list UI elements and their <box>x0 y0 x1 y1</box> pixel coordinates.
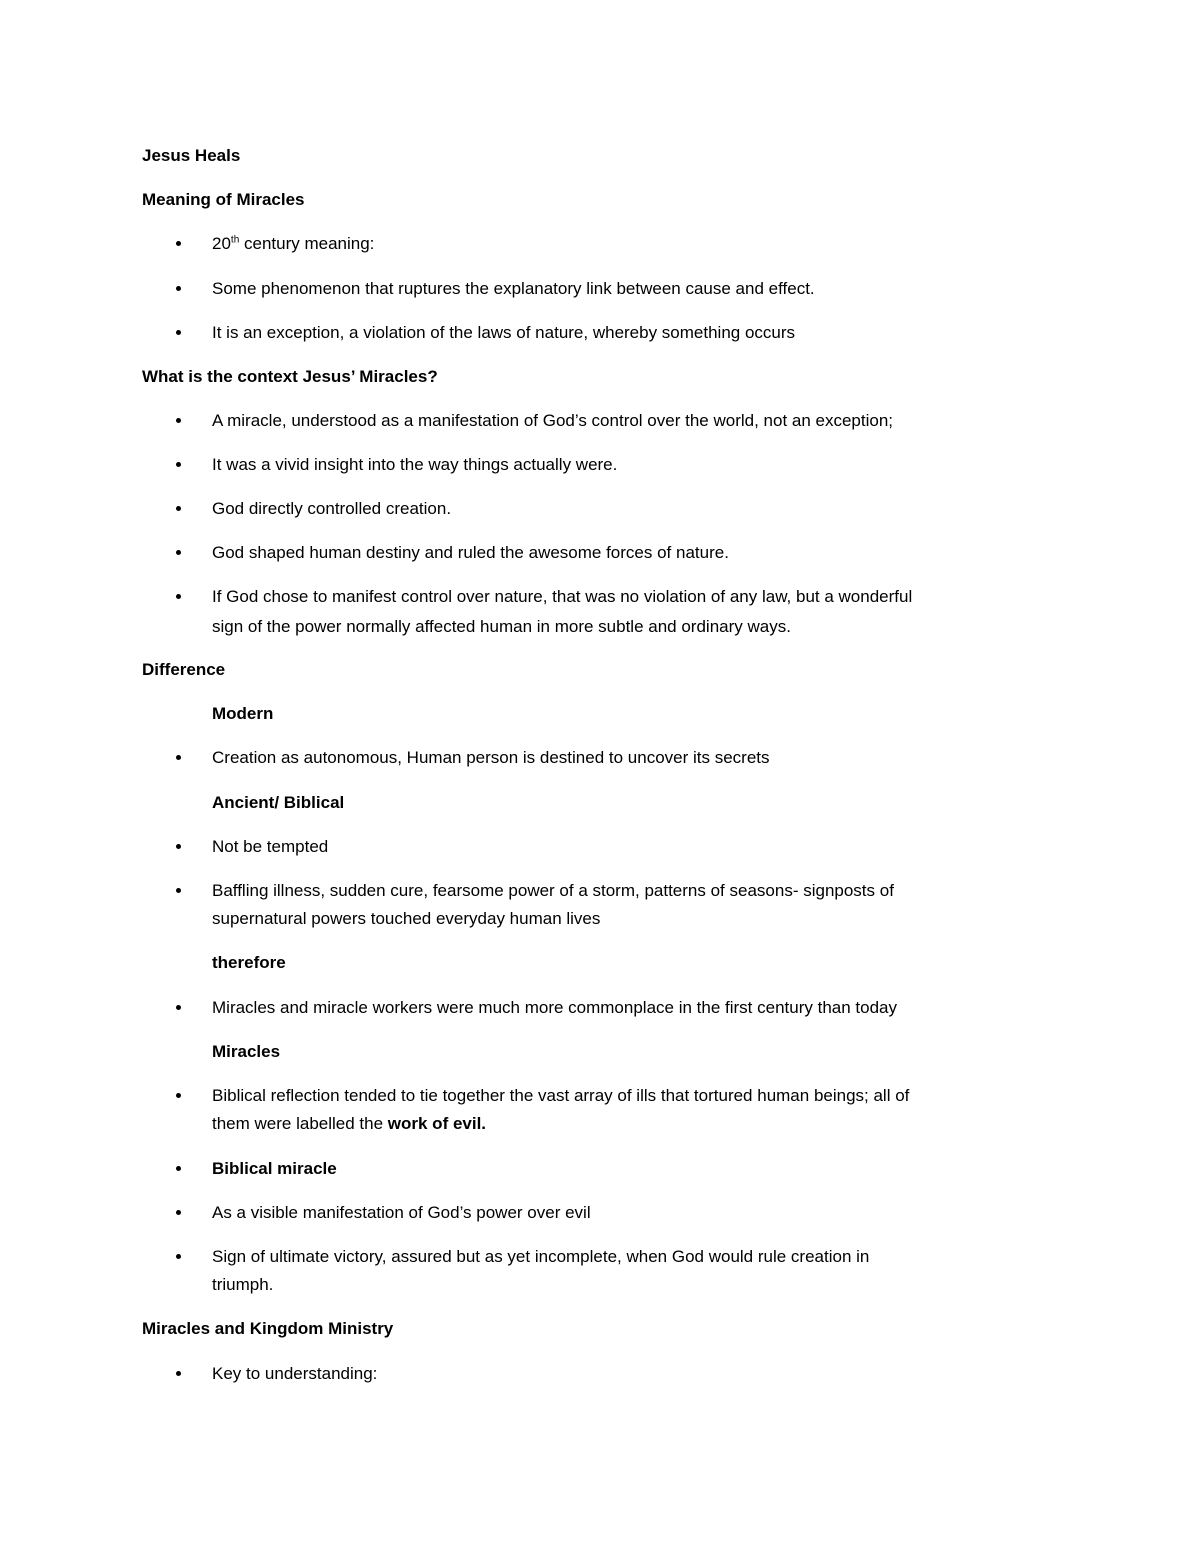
bullet-icon <box>176 418 181 423</box>
list-item-text: It was a vivid insight into the way things actually were. <box>212 455 618 474</box>
list-item-text: Key to understanding: <box>212 1364 378 1383</box>
list-item-text: Biblical reflection tended to tie together the vast array of ills that tortured human beings; all of <box>212 1086 910 1105</box>
document-title: Jesus Heals <box>142 146 241 165</box>
list-item-text: Biblical miracle <box>212 1159 337 1178</box>
subheading-ancient-biblical: Ancient/ Biblical <box>212 793 345 812</box>
bullet-icon <box>176 550 181 555</box>
bullet-icon <box>176 1093 181 1098</box>
bullet-icon <box>176 1254 181 1259</box>
bullet-icon <box>176 1371 181 1376</box>
list-item-text: them were labelled the work of evil. <box>212 1114 487 1133</box>
list-item-text: Creation as autonomous, Human person is destined to uncover its secrets <box>212 748 770 767</box>
bullet-icon <box>176 462 181 467</box>
list-item-text: God directly controlled creation. <box>212 499 452 518</box>
list-item-text: As a visible manifestation of God’s power over evil <box>212 1203 591 1222</box>
list-item-text: God shaped human destiny and ruled the awesome forces of nature. <box>212 543 729 562</box>
list-item-text: supernatural powers touched everyday human lives <box>212 909 601 928</box>
emphasis-text: work of evil. <box>387 1114 487 1133</box>
bullet-icon <box>176 330 181 335</box>
list-item-text: Some phenomenon that ruptures the explanatory link between cause and effect. <box>212 279 815 298</box>
bullet-icon <box>176 844 181 849</box>
section-heading-context: What is the context Jesus’ Miracles? <box>142 367 438 386</box>
section-heading-kingdom: Miracles and Kingdom Ministry <box>142 1319 394 1338</box>
subheading-therefore: therefore <box>212 953 286 972</box>
document-page <box>142 0 1062 1553</box>
section-heading-difference: Difference <box>142 660 226 679</box>
list-item-text: triumph. <box>212 1275 274 1294</box>
list-item-text: A miracle, understood as a manifestation of God’s control over the world, not an exception; <box>212 411 894 430</box>
bullet-icon <box>176 241 181 246</box>
bullet-icon <box>176 755 181 760</box>
bullet-icon <box>176 1166 181 1171</box>
bullet-icon <box>176 1210 181 1215</box>
list-item-text: Sign of ultimate victory, assured but as yet incomplete, when God would rule creation in <box>212 1247 870 1266</box>
bullet-icon <box>176 888 181 893</box>
bullet-icon <box>176 1005 181 1010</box>
subheading-miracles: Miracles <box>212 1042 281 1061</box>
subheading-modern: Modern <box>212 704 274 723</box>
list-item-text: Baffling illness, sudden cure, fearsome power of a storm, patterns of seasons- signposts of <box>212 881 894 900</box>
bullet-icon <box>176 594 181 599</box>
section-heading-meaning: Meaning of Miracles <box>142 190 305 209</box>
bullet-icon <box>176 286 181 291</box>
list-item-text: If God chose to manifest control over nature, that was no violation of any law, but a wonderful <box>212 587 913 606</box>
list-item-text: sign of the power normally affected human in more subtle and ordinary ways. <box>212 617 791 636</box>
bullet-icon <box>176 506 181 511</box>
list-item-text: It is an exception, a violation of the laws of nature, whereby something occurs <box>212 323 796 342</box>
list-item-text: Miracles and miracle workers were much more commonplace in the first century than today <box>212 998 897 1017</box>
list-item-text: Not be tempted <box>212 837 329 856</box>
list-item-text: 20th century meaning: <box>212 234 375 253</box>
